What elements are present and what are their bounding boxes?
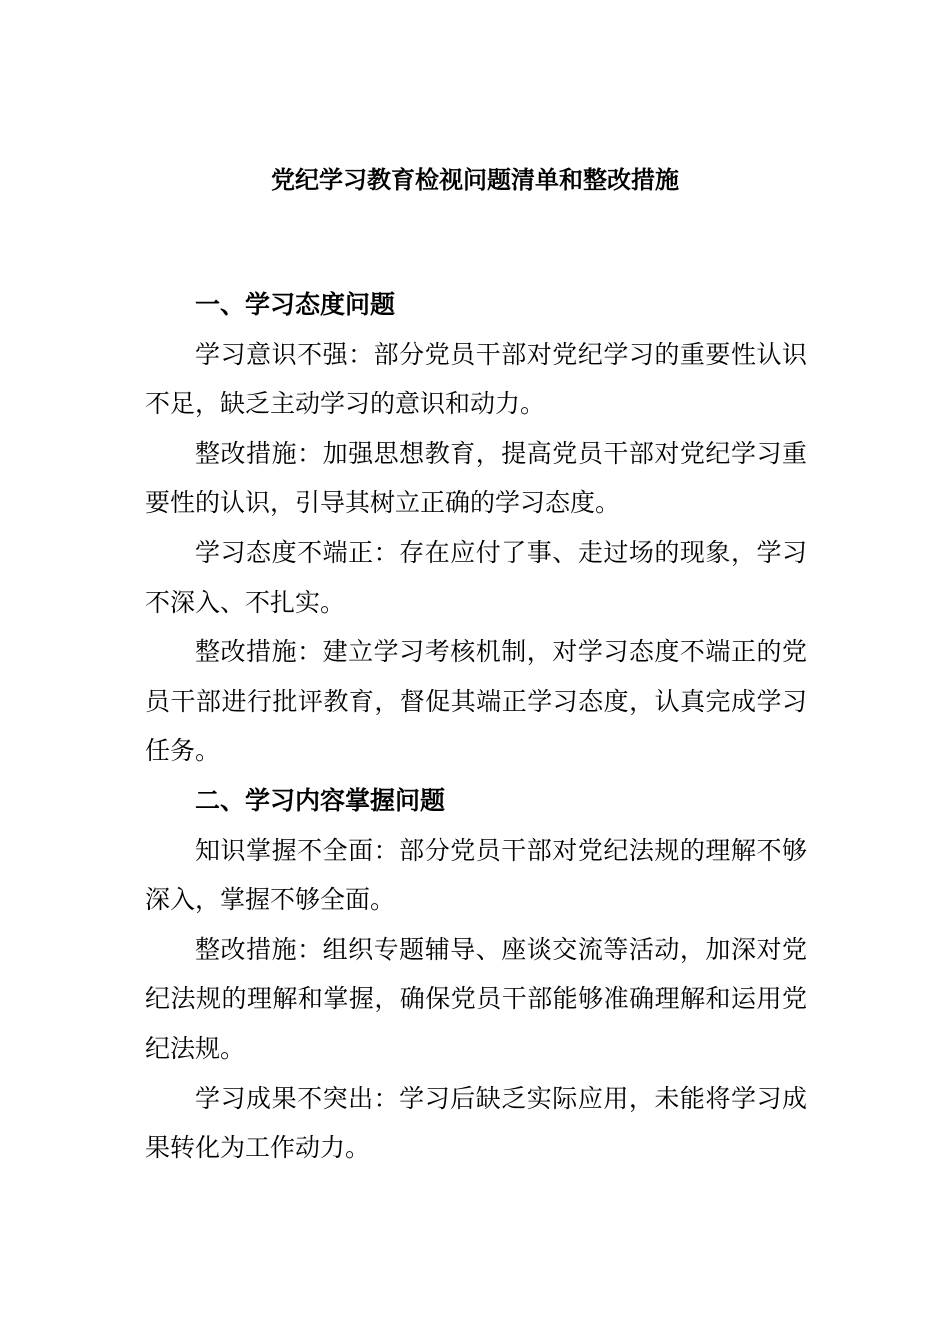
paragraph: 整改措施：建立学习考核机制，对学习态度不端正的党员干部进行批评教育，督促其端正学习态度，认真完成学习任务。 (145, 637, 807, 766)
paragraph: 学习意识不强：部分党员干部对党纪学习的重要性认识不足，缺乏主动学习的意识和动力。 (145, 339, 807, 419)
section-2 (145, 776, 807, 1173)
paragraph: 学习态度不端正：存在应付了事、走过场的现象，学习不深入、不扎实。 (145, 537, 807, 617)
paragraph: 整改措施：加强思想教育，提高党员干部对党纪学习重要性的认识，引导其树立正确的学习态度。 (145, 438, 807, 518)
section-1 (145, 280, 807, 776)
paragraph: 整改措施：组织专题辅导、座谈交流等活动，加深对党纪法规的理解和掌握，确保党员干部能够准确理解和运用党纪法规。 (145, 934, 807, 1063)
section-heading: 一、学习态度问题 (195, 290, 396, 319)
section-heading: 二、学习内容掌握问题 (195, 785, 446, 815)
paragraph: 知识掌握不全面：部分党员干部对党纪法规的理解不够深入，掌握不够全面。 (145, 835, 807, 915)
document-title: 党纪学习教育检视问题清单和整改措施 (271, 166, 679, 194)
paragraph: 学习成果不突出：学习后缺乏实际应用，未能将学习成果转化为工作动力。 (145, 1083, 807, 1163)
document-body (145, 280, 807, 1173)
